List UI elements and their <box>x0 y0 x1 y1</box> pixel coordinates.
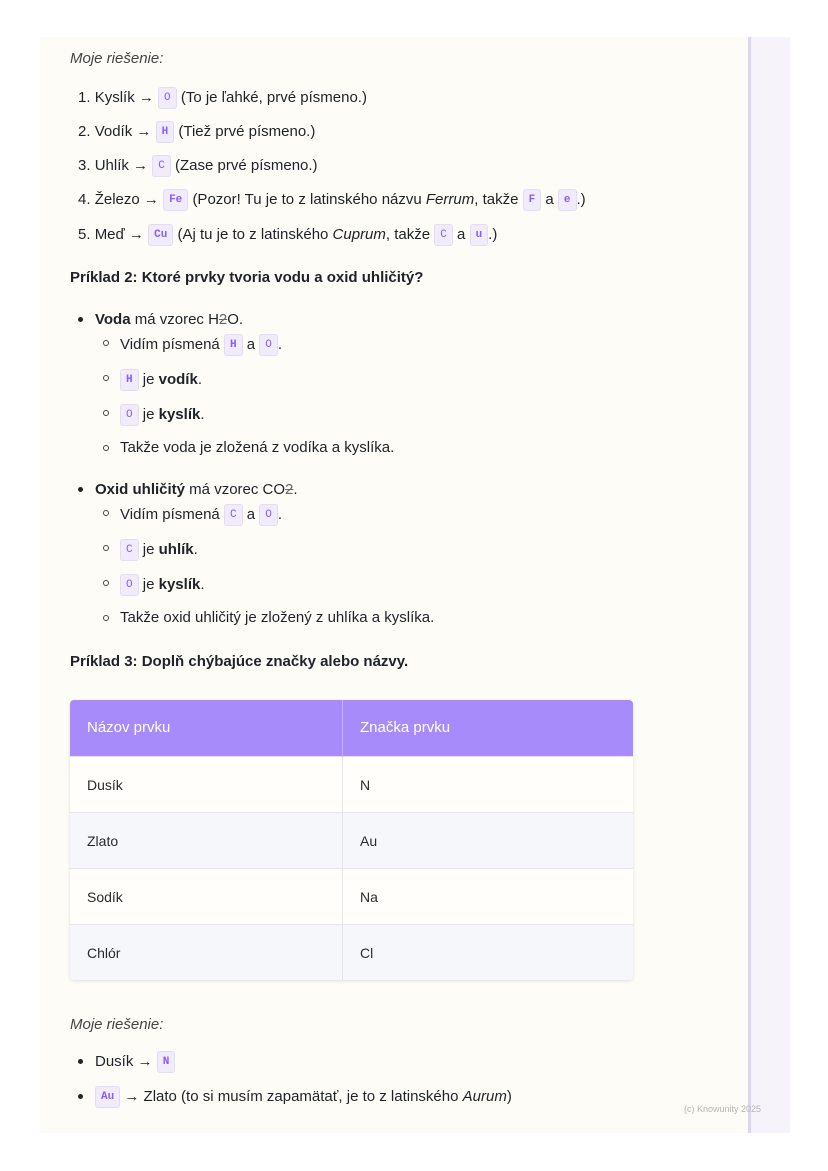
arrow-icon: → <box>136 122 152 140</box>
list-item: 2. Vodík → H (Tiež prvé písmeno.) <box>78 121 315 143</box>
circle-bullet-icon <box>103 580 109 586</box>
table-header-row <box>70 700 633 757</box>
bullet-icon <box>78 487 83 492</box>
element-chip: Au <box>95 1086 120 1108</box>
circle-bullet-icon <box>103 340 109 346</box>
solution-label: Moje riešenie: <box>70 1016 164 1033</box>
column-header-name: Názov prvku <box>70 700 343 757</box>
sub-list-item: H je vodík. <box>120 369 202 391</box>
example-3-heading: Príklad 3: Doplň chýbajúce značky alebo názvy. <box>70 653 409 670</box>
element-chip: H <box>224 334 243 356</box>
circle-bullet-icon <box>103 545 109 551</box>
element-chip: H <box>156 121 175 143</box>
arrow-icon: → <box>128 225 144 243</box>
arrow-icon: → <box>137 1052 153 1070</box>
element-chip: Cu <box>148 224 173 246</box>
element-chip: e <box>558 189 577 211</box>
sub-list-item: Takže voda je zložená z vodíka a kyslíka. <box>120 439 395 456</box>
element-chip: C <box>120 539 139 561</box>
solution-label: Moje riešenie: <box>70 50 164 67</box>
circle-bullet-icon <box>103 510 109 516</box>
element-chip: H <box>120 369 139 391</box>
side-panel <box>751 37 790 1133</box>
list-item: 1. Kyslík → O (To je ľahké, prvé písmeno.) <box>78 87 367 109</box>
list-item: Au → Zlato (to si musím zapamätať, je to z latinského Aurum) <box>95 1086 512 1108</box>
list-item-water: Voda má vzorec H2O. <box>95 311 244 328</box>
element-chip: O <box>120 404 139 426</box>
list-item: 3. Uhlík → C (Zase prvé písmeno.) <box>78 155 318 177</box>
circle-bullet-icon <box>103 375 109 381</box>
arrow-icon: → <box>138 88 154 106</box>
element-chip: O <box>259 334 278 356</box>
circle-bullet-icon <box>103 615 109 621</box>
element-chip: Fe <box>163 189 188 211</box>
sub-list-item: O je kyslík. <box>120 574 205 596</box>
element-chip: O <box>259 504 278 526</box>
sub-list-item: Vidím písmená H a O . <box>120 334 282 356</box>
arrow-icon: → <box>143 190 159 208</box>
element-chip: O <box>120 574 139 596</box>
element-chip: C <box>224 504 243 526</box>
element-chip: C <box>152 155 171 177</box>
list-item-co2: Oxid uhličitý má vzorec CO2. <box>95 481 298 498</box>
column-header-symbol: Značka prvku <box>343 700 634 757</box>
circle-bullet-icon <box>103 445 109 451</box>
bullet-icon <box>78 1094 83 1099</box>
element-chip: C <box>434 224 453 246</box>
example-2-heading: Príklad 2: Ktoré prvky tvoria vodu a oxid uhličitý? <box>70 269 424 286</box>
table-row: Sodík Na <box>70 869 633 925</box>
element-chip: F <box>523 189 542 211</box>
sub-list-item: O je kyslík. <box>120 404 205 426</box>
element-chip: u <box>470 224 489 246</box>
table-row: Chlór Cl <box>70 925 633 981</box>
document-page <box>40 37 790 1133</box>
arrow-icon: → <box>133 156 149 174</box>
table-row: Dusík N <box>70 757 633 813</box>
copyright-footer: (c) Knowunity 2025 <box>684 1104 762 1114</box>
list-item: 5. Meď → Cu (Aj tu je to z latinského Cuprum, takže C a u .) <box>78 224 497 246</box>
elements-table <box>70 700 633 980</box>
element-chip: N <box>157 1051 176 1073</box>
bullet-icon <box>78 1059 83 1064</box>
list-item: Dusík → N <box>95 1051 175 1073</box>
sub-list-item: Vidím písmená C a O . <box>120 504 282 526</box>
sub-list-item: C je uhlík. <box>120 539 198 561</box>
sub-list-item: Takže oxid uhličitý je zložený z uhlíka a kyslíka. <box>120 609 435 626</box>
arrow-icon: → <box>124 1087 140 1105</box>
element-chip: O <box>158 87 177 109</box>
list-item: 4. Železo → Fe (Pozor! Tu je to z latinského názvu Ferrum, takže F a e .) <box>78 189 586 211</box>
table-row: Zlato Au <box>70 813 633 869</box>
circle-bullet-icon <box>103 410 109 416</box>
bullet-icon <box>78 317 83 322</box>
